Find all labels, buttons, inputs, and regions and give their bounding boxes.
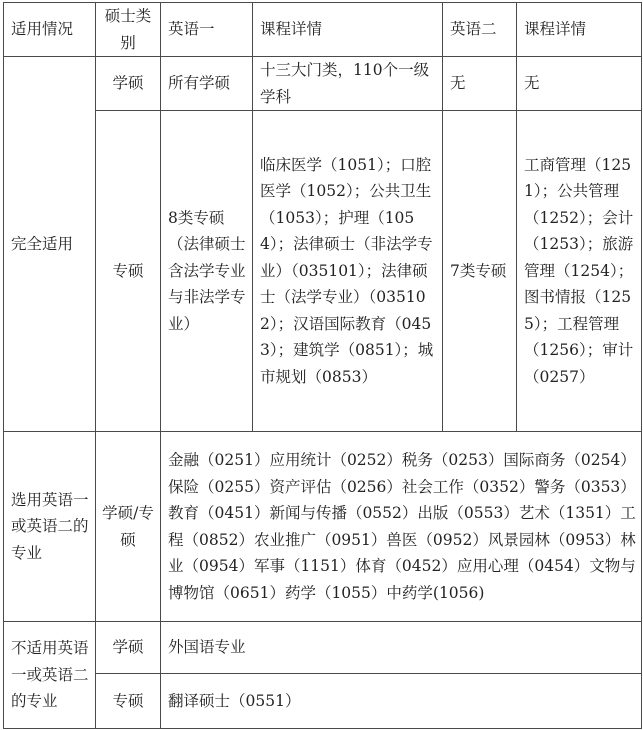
header-row bbox=[4, 3, 642, 57]
table-row-fully-professional bbox=[4, 111, 642, 432]
optional-majors-list: 金融（0251）应用统计（0252）税务（0253）国际商务（0254）保险（0255）资产评估（0256）社会工作（0352）警务（0353）教育（0451）新闻与传播（0552）出版（0553）艺术（1351）工程（0852）农业推广（0951）兽医（0952）风景园林（0953）林业（0954）军事（1151）体育（0452）应用心理（0454）文物与博物馆（0651）药学（1055）中药学(1056) bbox=[161, 432, 642, 622]
table-row-not-applicable-professional bbox=[4, 674, 642, 729]
degree-type-professional: 专硕 bbox=[96, 111, 161, 432]
english1-professional: 8类专硕（法律硕士含法学专业与非法学专业） bbox=[161, 111, 253, 432]
situation-fully-applicable: 完全适用 bbox=[4, 57, 96, 432]
degree-type-optional: 学硕/专硕 bbox=[96, 432, 161, 622]
english1-details-academic: 十三大门类，110个一级学科 bbox=[253, 57, 443, 111]
table-row-not-applicable-academic bbox=[4, 622, 642, 674]
situation-optional: 选用英语一或英语二的专业 bbox=[4, 432, 96, 622]
degree-type-na-academic: 学硕 bbox=[96, 622, 161, 674]
english1-academic: 所有学硕 bbox=[161, 57, 253, 111]
english1-details-professional: 临床医学（1051）；口腔医学（1052）；公共卫生（1053）；护理（1054）；法律硕士（非法学专业）（035101）；法律硕士（法学专业）（035102）；汉语国际教育（0453）；建筑学（0851）；城市规划（0853） bbox=[253, 111, 443, 432]
header-english1-details: 课程详情 bbox=[253, 3, 443, 57]
degree-type-na-professional: 专硕 bbox=[96, 674, 161, 729]
table-row-fully-academic bbox=[4, 57, 642, 111]
table-row-optional bbox=[4, 432, 642, 622]
header-english2: 英语二 bbox=[443, 3, 517, 57]
na-academic-details: 外国语专业 bbox=[161, 622, 642, 674]
english2-details-professional: 工商管理（1251）；公共管理（1252）；会计（1253）；旅游管理（1254）；图书情报（1255）；工程管理（1256）；审计（0257） bbox=[517, 111, 642, 432]
na-professional-details: 翻译硕士（0551） bbox=[161, 674, 642, 729]
situation-not-applicable: 不适用英语一或英语二的专业 bbox=[4, 622, 96, 729]
english2-academic: 无 bbox=[443, 57, 517, 111]
header-situation: 适用情况 bbox=[4, 3, 96, 57]
english-exam-applicability-table bbox=[3, 2, 642, 729]
header-english1: 英语一 bbox=[161, 3, 253, 57]
english2-details-academic: 无 bbox=[517, 57, 642, 111]
header-degree-type: 硕士类别 bbox=[96, 3, 161, 57]
english2-professional: 7类专硕 bbox=[443, 111, 517, 432]
degree-type-academic: 学硕 bbox=[96, 57, 161, 111]
header-english2-details: 课程详情 bbox=[517, 3, 642, 57]
